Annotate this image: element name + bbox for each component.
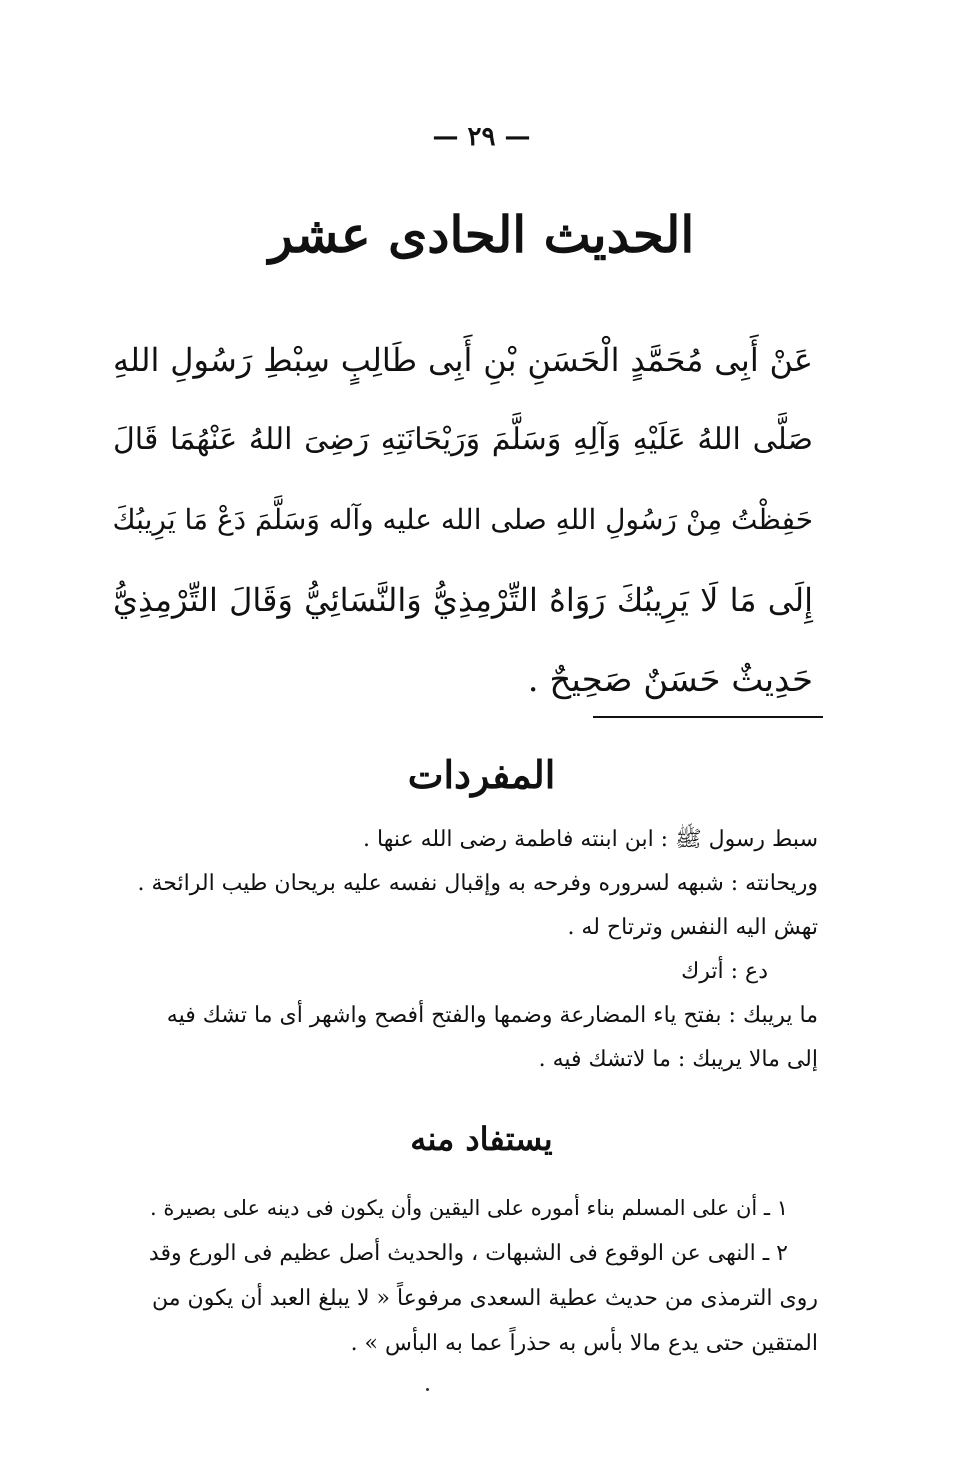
hadith-text <box>113 320 813 720</box>
benefit-item: ٢ ـ النهى عن الوقوع فى الشبهات ، والحديث أصل عظيم فى الورع وقد <box>148 1241 788 1266</box>
vocabulary-entry: سبط رسول ﷺ : ابن ابنته فاطمة رضى الله عنها . <box>363 827 818 852</box>
benefit-item-continuation: المتقين حتى يدع مالا بأس به حذراً عما به البأس » . <box>350 1331 818 1356</box>
chapter-title: الحديث الحادى عشر <box>268 205 695 264</box>
page-number: — ٢٩ — <box>432 122 531 152</box>
benefits-heading: يستفاد منه <box>410 1120 553 1158</box>
vocabulary-entry: ما يريبك : بفتح ياء المضارعة وضمها والفتح أفصح واشهر أى ما تشك فيه <box>166 1003 818 1028</box>
benefit-item: ١ ـ أن على المسلم بناء أموره على اليقين وأن يكون فى دينه على بصيرة . <box>150 1196 788 1220</box>
benefits-list <box>128 1186 818 1366</box>
hadith-line: صَلَّى اللهُ عَلَيْهِ وَآلِهِ وَسَلَّمَ وَرَيْحَانَتِهِ رَضِىَ اللهُ عَنْهُمَا قَالَ <box>113 422 813 457</box>
hadith-line: إِلَى مَا لَا يَرِيبُكَ رَوَاهُ التِّرْمِذِيُّ وَالنَّسَائِيُّ وَقَالَ التِّرْمِذِيُّ <box>113 581 813 619</box>
hadith-line: حَفِظْتُ مِنْ رَسُولِ اللهِ صلى الله عليه وآله وَسَلَّمَ دَعْ مَا يَرِيبُكَ <box>112 503 813 536</box>
vocabulary-list <box>128 818 818 1082</box>
vocabulary-entry-continuation: تهش اليه النفس وترتاح له . <box>567 915 818 940</box>
hadith-line: عَنْ أَبِى مُحَمَّدٍ الْحَسَنِ بْنِ أَبِى طَالِبٍ سِبْطِ رَسُولِ اللهِ <box>113 341 814 379</box>
hadith-line: حَدِيثٌ حَسَنٌ صَحِيحٌ . <box>527 660 813 700</box>
vocabulary-entry: دع : أترك <box>681 959 768 984</box>
section-divider <box>593 716 823 718</box>
vocabulary-heading: المفردات <box>407 752 556 797</box>
benefit-item-continuation: روى الترمذى من حديث عطية السعدى مرفوعاً « لا يبلغ العبد أن يكون من <box>152 1286 818 1311</box>
vocabulary-entry-continuation: إلى مالا يريبك : ما لاتشك فيه . <box>538 1047 818 1072</box>
vocabulary-entry: وريحانته : شبهه لسروره وفرحه به وإقبال نفسه عليه بريحان طيب الرائحة . <box>137 871 818 896</box>
scan-speck <box>426 1388 429 1391</box>
